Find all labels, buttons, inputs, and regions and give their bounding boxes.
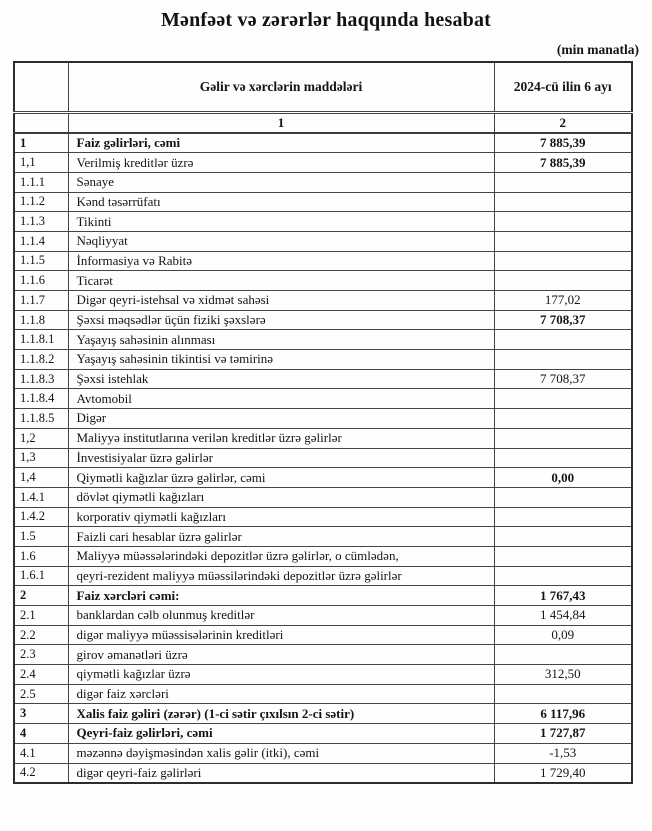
row-label: Maliyyə müəssələrindəki depozitlər üzrə gəlirlər, o cümlədən, [68,546,494,566]
row-label: Ticarət [68,271,494,291]
table-row [14,350,632,370]
row-value: 1 767,43 [494,586,632,606]
row-label: Kənd təsərrüfatı [68,192,494,212]
table-row [14,546,632,566]
row-number: 1.1.8.4 [14,389,68,409]
table-row [14,271,632,291]
row-number: 4 [14,724,68,744]
row-value: 6 117,96 [494,704,632,724]
table-row [14,448,632,468]
row-value: 1 454,84 [494,606,632,626]
row-label: Avtomobil [68,389,494,409]
row-number: 1.1.2 [14,192,68,212]
row-number: 4.2 [14,763,68,783]
row-number: 1.1.5 [14,251,68,271]
table-row [14,566,632,586]
row-number: 1.1.8.1 [14,330,68,350]
table-row [14,645,632,665]
table-row [14,743,632,763]
table-row [14,231,632,251]
row-label: Yaşayış sahəsinin alınması [68,330,494,350]
row-value [494,448,632,468]
unit-note: (min manatla) [556,42,639,57]
row-label: qiymətli kağızlar üzrə [68,665,494,685]
row-label: Yaşayış sahəsinin tikintisi və təmirinə [68,350,494,370]
table-row [14,763,632,783]
row-number: 3 [14,704,68,724]
row-label: Tikinti [68,212,494,232]
row-value [494,684,632,704]
row-value: 177,02 [494,291,632,311]
table-row [14,527,632,547]
table-row [14,251,632,271]
table-row [14,586,632,606]
column-header-items: Gəlir və xərclərin maddələri [68,62,494,112]
row-number: 1.1.4 [14,231,68,251]
table-header-row [14,62,632,112]
row-number: 1.1.8.5 [14,409,68,429]
row-number: 1,3 [14,448,68,468]
row-label: İnformasiya və Rabitə [68,251,494,271]
row-number: 1.5 [14,527,68,547]
table-row [14,389,632,409]
row-label: İnvestisiyalar üzrə gəlirlər [68,448,494,468]
table-index-row [14,112,632,133]
row-value [494,389,632,409]
row-label: korporativ qiymətli kağızları [68,507,494,527]
page-title: Mənfəət və zərərlər haqqında hesabat [160,9,492,31]
row-value [494,507,632,527]
table-row [14,133,632,153]
row-label: Faiz xərcləri cəmi: [68,586,494,606]
table-row [14,212,632,232]
row-number: 1,4 [14,468,68,488]
row-label: digər faiz xərcləri [68,684,494,704]
row-value: -1,53 [494,743,632,763]
table-row [14,606,632,626]
row-value [494,487,632,507]
table-row [14,625,632,645]
row-number: 1.1.3 [14,212,68,232]
table-row [14,684,632,704]
row-label: Verilmiş kreditlər üzrə [68,153,494,173]
row-label: Digər qeyri-istehsal və xidmət sahəsi [68,291,494,311]
row-value [494,527,632,547]
row-label: banklardan cəlb olunmuş kreditlər [68,606,494,626]
table-row [14,409,632,429]
row-number: 1.1.8.2 [14,350,68,370]
row-value [494,409,632,429]
row-label: digər qeyri-faiz gəlirləri [68,763,494,783]
table-row [14,369,632,389]
row-label: Qeyri-faiz gəlirləri, cəmi [68,724,494,744]
row-value [494,645,632,665]
table-row [14,310,632,330]
row-label: girov əmanətləri üzrə [68,645,494,665]
row-label: qeyri-rezident maliyyə müəssilərindəki depozitlər üzrə gəlirlər [68,566,494,586]
row-label: Şəxsi istehlak [68,369,494,389]
table-row [14,192,632,212]
row-value [494,428,632,448]
table-row [14,468,632,488]
row-label: Şəxsi məqsədlər üçün fiziki şəxslərə [68,310,494,330]
row-value [494,231,632,251]
row-number: 1.1.8 [14,310,68,330]
row-value [494,350,632,370]
row-value [494,172,632,192]
row-value [494,566,632,586]
row-number: 2.5 [14,684,68,704]
column-header-period: 2024-cü ilin 6 ayı [494,62,632,112]
row-value: 7 708,37 [494,310,632,330]
row-value [494,546,632,566]
row-number: 1,2 [14,428,68,448]
row-number: 4.1 [14,743,68,763]
row-value: 1 729,40 [494,763,632,783]
table-row [14,665,632,685]
row-label: Faizli cari hesablar üzrə gəlirlər [68,527,494,547]
row-number: 1.4.2 [14,507,68,527]
row-number: 1.1.7 [14,291,68,311]
row-label: digər maliyyə müəssisələrinin kreditləri [68,625,494,645]
table-row [14,330,632,350]
row-number: 1.1.1 [14,172,68,192]
row-number: 1.4.1 [14,487,68,507]
row-value [494,330,632,350]
table-row [14,487,632,507]
corner-cell [14,62,68,112]
row-value [494,212,632,232]
row-label: məzənnə dəyişməsindən xalis gəlir (itki), cəmi [68,743,494,763]
row-number: 2.2 [14,625,68,645]
row-number: 1.6.1 [14,566,68,586]
row-label: Xalis faiz gəliri (zərər) (1-ci sətir çıxılsın 2-ci sətir) [68,704,494,724]
table-row [14,291,632,311]
row-value: 312,50 [494,665,632,685]
column-index-period: 2 [494,112,632,133]
column-index-items: 1 [68,112,494,133]
table-body [14,133,632,783]
row-number: 1,1 [14,153,68,173]
row-label: Nəqliyyat [68,231,494,251]
row-value: 7 885,39 [494,133,632,153]
row-number: 1.1.8.3 [14,369,68,389]
profit-loss-table [13,61,633,784]
table-row [14,428,632,448]
row-label: Faiz gəlirləri, cəmi [68,133,494,153]
row-number: 2 [14,586,68,606]
row-label: Digər [68,409,494,429]
row-value [494,251,632,271]
row-number: 2.3 [14,645,68,665]
row-number: 1 [14,133,68,153]
corner-cell-index [14,112,68,133]
row-value: 7 885,39 [494,153,632,173]
table-row [14,172,632,192]
row-number: 1.1.6 [14,271,68,291]
row-label: Maliyyə institutlarına verilən kreditlər üzrə gəlirlər [68,428,494,448]
table-row [14,153,632,173]
row-value: 7 708,37 [494,369,632,389]
table-row [14,724,632,744]
row-number: 2.1 [14,606,68,626]
table-row [14,704,632,724]
row-value [494,192,632,212]
row-label: Sənaye [68,172,494,192]
row-value [494,271,632,291]
row-label: dövlət qiymətli kağızları [68,487,494,507]
row-value: 1 727,87 [494,724,632,744]
row-label: Qiymətli kağızlar üzrə gəlirlər, cəmi [68,468,494,488]
row-number: 2.4 [14,665,68,685]
row-number: 1.6 [14,546,68,566]
table-row [14,507,632,527]
row-value: 0,00 [494,468,632,488]
row-value: 0,09 [494,625,632,645]
